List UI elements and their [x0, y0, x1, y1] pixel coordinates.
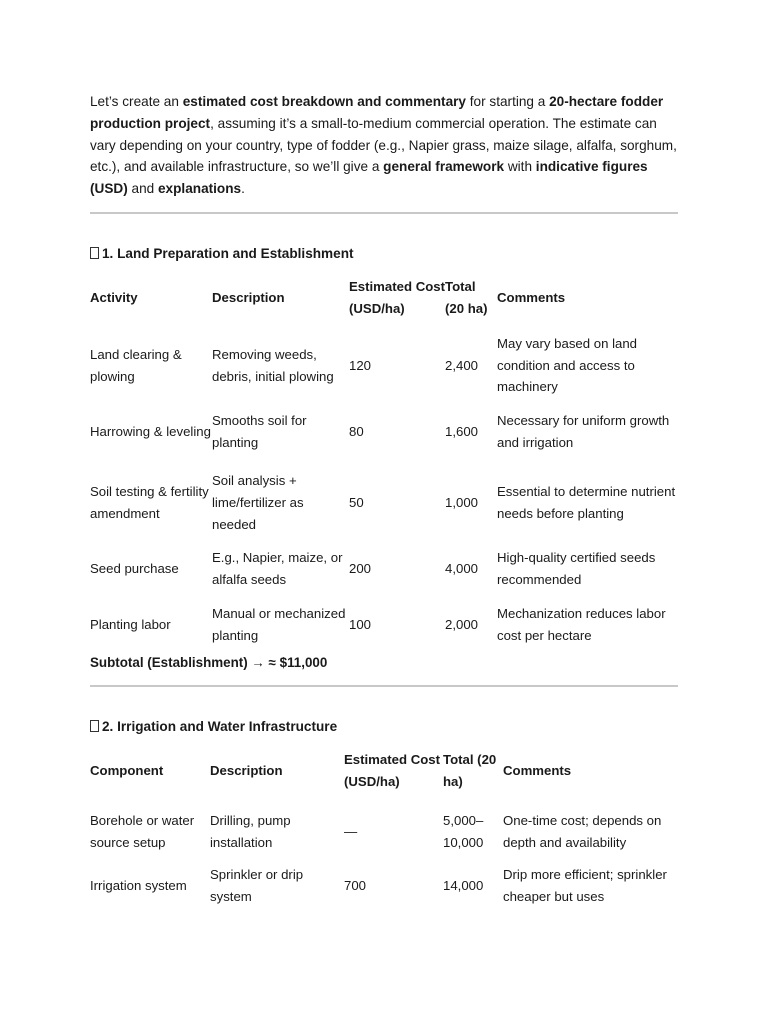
activity-cell: Planting labor	[90, 617, 171, 633]
cost-cell: 700	[344, 878, 367, 894]
comments-cell: Drip more efficient; sprinkler cheaper but uses	[503, 867, 667, 904]
total-cell: 1,000	[445, 495, 479, 511]
cost-cell: 50	[349, 495, 364, 511]
total-cell: 1,600	[445, 424, 479, 440]
column-header: Activity	[90, 290, 138, 306]
table-row	[90, 541, 678, 597]
component-cell: Borehole or water source setup	[90, 813, 195, 850]
description-cell: Manual or mechanized planting	[212, 606, 346, 643]
activity-cell: Soil testing & fertility amendment	[90, 484, 209, 521]
description-cell: Soil analysis + lime/fertilizer as needed	[212, 473, 304, 532]
intro-text-4: with	[504, 159, 536, 175]
cost-cell: 120	[349, 357, 372, 373]
table-row	[90, 332, 678, 399]
table-header-row	[90, 748, 678, 794]
activity-cell: Harrowing & leveling	[90, 424, 211, 440]
intro-text-2: for starting a	[466, 94, 550, 109]
column-header: Estimated Cost (USD/ha)	[344, 752, 440, 789]
total-cell: 5,000–10,000	[443, 813, 484, 850]
section-1-title: 1. Land Preparation and Establishment	[90, 244, 354, 264]
irrigation-table	[90, 748, 678, 913]
total-cell: 4,000	[445, 561, 479, 577]
component-cell: Irrigation system	[90, 878, 187, 894]
column-header: Total (20 ha)	[443, 752, 497, 789]
cost-cell: —	[344, 824, 358, 840]
column-header: Comments	[497, 290, 566, 306]
table-header-row	[90, 275, 678, 321]
table-row	[90, 399, 678, 465]
comments-cell: One-time cost; depends on depth and availability	[503, 813, 662, 850]
total-cell: 2,400	[445, 357, 479, 373]
divider	[90, 212, 678, 214]
table-row	[90, 465, 678, 541]
description-cell: Smooths soil for planting	[212, 413, 307, 450]
table-row	[90, 805, 678, 859]
activity-cell: Seed purchase	[90, 561, 179, 577]
intro-text-3: , assuming it’s a small-to-medium commercial operation. The estimate can vary depending on your country, type of fodder (e.g., Napier grass, maize silage, alfalfa, sorghum, etc.), and available infrastructure, so we’ll give a	[90, 115, 677, 175]
intro-text-6: .	[241, 181, 245, 197]
section-2-title: 2. Irrigation and Water Infrastructure	[90, 717, 337, 737]
comments-cell: Mechanization reduces labor cost per hectare	[497, 606, 666, 643]
description-cell: E.g., Napier, maize, or alfalfa seeds	[212, 550, 343, 587]
subtotal-line: Subtotal (Establishment) → ≈ $11,000	[90, 655, 328, 670]
column-header: Description	[210, 763, 283, 779]
column-header: Estimated Cost (USD/ha)	[349, 279, 445, 316]
total-cell: 2,000	[445, 617, 479, 633]
description-cell: Removing weeds, debris, initial plowing	[212, 346, 334, 384]
intro-bold-2: 20-hectare fodder production project	[90, 94, 664, 131]
column-header: Description	[212, 290, 285, 306]
divider	[90, 685, 678, 687]
table-row	[90, 597, 678, 653]
activity-cell: Land clearing & plowing	[90, 346, 182, 384]
comments-cell: Necessary for uniform growth and irrigation	[497, 413, 670, 450]
intro-bold-4: indicative figures (USD)	[90, 159, 648, 197]
missing-glyph-icon	[90, 720, 99, 732]
comments-cell: Essential to determine nutrient needs before planting	[497, 484, 676, 521]
total-cell: 14,000	[443, 878, 484, 894]
comments-cell: High-quality certified seeds recommended	[497, 550, 656, 587]
missing-glyph-icon	[90, 247, 99, 259]
column-header: Total (20 ha)	[445, 279, 488, 316]
land-preparation-table	[90, 275, 678, 653]
column-header: Component	[90, 763, 164, 779]
intro-bold-1: estimated cost breakdown and commentary	[182, 94, 466, 109]
intro-bold-3: general framework	[383, 159, 505, 175]
comments-cell: May vary based on land condition and access to machinery	[497, 335, 638, 395]
column-header: Comments	[503, 763, 572, 779]
cost-cell: 200	[349, 561, 372, 577]
intro-text-1: Let’s create an	[90, 94, 183, 109]
description-cell: Sprinkler or drip system	[210, 867, 304, 904]
cost-cell: 80	[349, 424, 364, 440]
intro-bold-5: explanations	[158, 181, 242, 197]
intro-text-5: and	[127, 181, 158, 197]
description-cell: Drilling, pump installation	[210, 813, 291, 850]
intro-paragraph	[90, 91, 678, 200]
cost-cell: 100	[349, 617, 372, 633]
table-row	[90, 859, 678, 913]
